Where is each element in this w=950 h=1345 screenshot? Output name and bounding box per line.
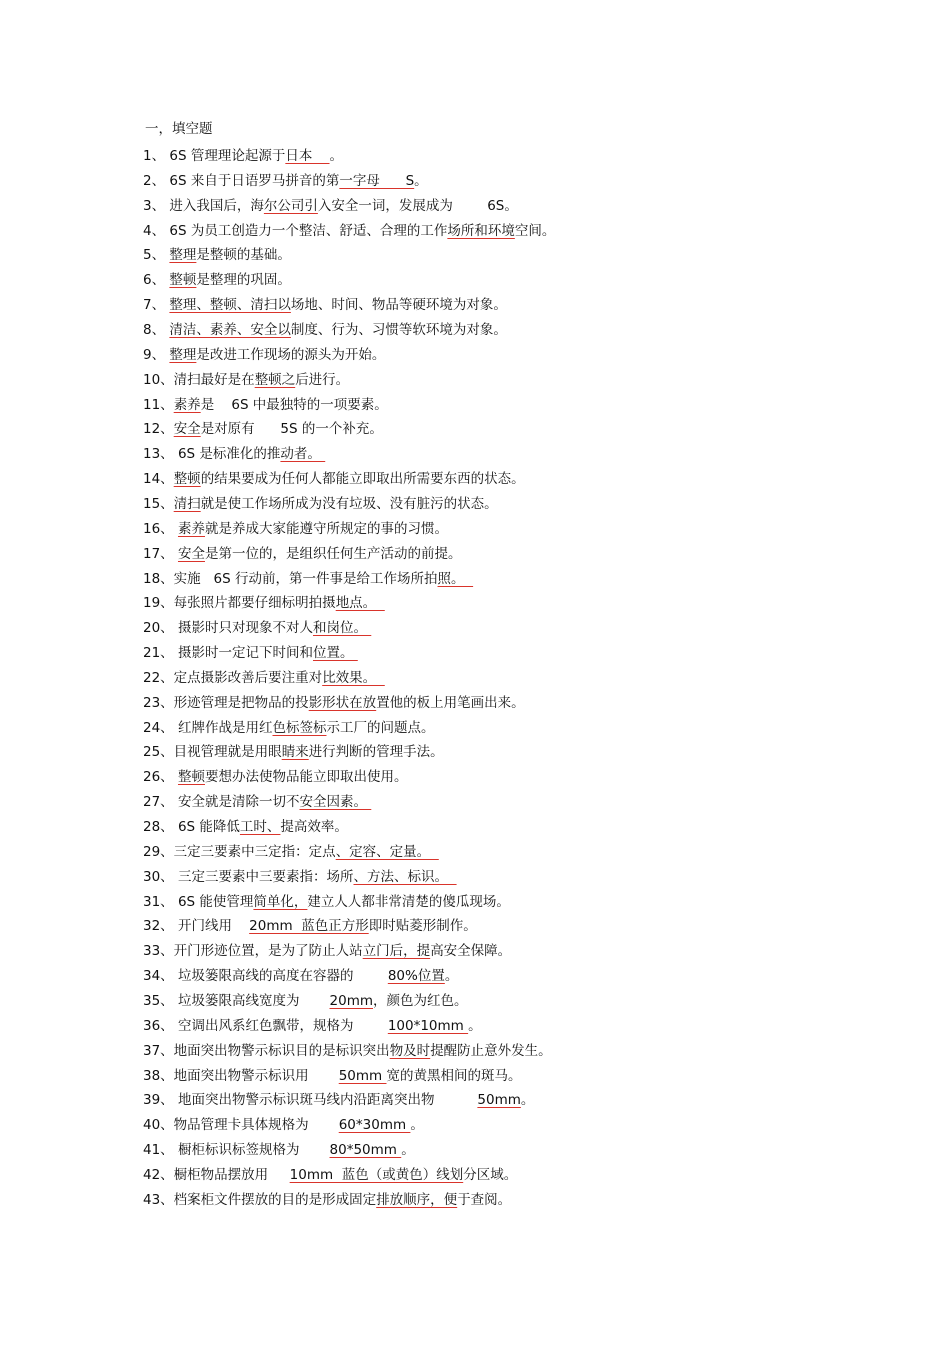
question-suffix: 就是使工作场所成为没有垃圾、没有脏污的状态。	[200, 495, 498, 512]
question-item	[143, 321, 507, 339]
question-prefix: 9、	[143, 346, 170, 363]
question-prefix: 23、形迹管理是把物品的投	[143, 694, 309, 711]
answer-text: 色标签标	[272, 719, 327, 736]
question-prefix: 33、开门形迹位置，是为了防止人站	[143, 943, 363, 960]
question-suffix: 是第一位的，是组织任何生产活动的前提。	[204, 545, 462, 562]
question-item	[143, 371, 349, 389]
answer-text: 睛来	[281, 744, 309, 761]
question-prefix: 40、物品管理卡具体规格为	[143, 1117, 339, 1134]
answer-text: 位置。	[312, 645, 358, 661]
answer-text: 影形状在放	[308, 694, 377, 711]
question-item	[143, 669, 385, 687]
answer-text: 整顿之	[254, 371, 296, 388]
question-suffix: 。	[468, 1017, 482, 1034]
question-suffix: 进行判断的管理手法。	[308, 744, 444, 761]
question-suffix: 场地、时间、物品等硬环境为对象。	[290, 297, 507, 314]
answer-text: 80*50mm	[329, 1142, 402, 1158]
answer-text: 、方法、标识。	[353, 868, 457, 885]
question-suffix: 。	[410, 1117, 424, 1134]
answer-text: 整顿	[169, 272, 197, 289]
question-prefix: 16、	[143, 520, 178, 537]
question-suffix: 提醒防止意外发生。	[430, 1042, 552, 1059]
section-title: 一，填空题	[145, 121, 213, 137]
question-suffix: 。	[444, 968, 459, 985]
answer-text: 安全	[177, 545, 205, 562]
question-suffix: 就是养成大家能遵守所规定的事的习惯。	[204, 520, 448, 537]
answer-text: 60*30mm	[338, 1117, 411, 1134]
answer-text: 尔公司引	[263, 197, 318, 214]
question-item	[143, 719, 434, 737]
question-prefix: 26、	[143, 769, 178, 786]
question-suffix: 是整理的巩固。	[196, 272, 291, 289]
question-item	[143, 768, 407, 786]
question-prefix: 32、 开门线用	[143, 918, 250, 935]
question-suffix: 。	[414, 172, 428, 189]
question-item	[143, 917, 477, 935]
question-prefix: 27、 安全就是清除一切不	[143, 794, 300, 811]
question-item	[143, 271, 291, 289]
answer-text: 简单化，	[253, 893, 308, 910]
question-item	[143, 619, 371, 637]
question-prefix: 7、	[143, 297, 170, 314]
question-prefix: 5、	[143, 247, 170, 264]
question-suffix: 制度、行为、习惯等软环境为对象。	[290, 322, 507, 338]
question-suffix: 是改进工作现场的源头为开始。	[196, 346, 386, 363]
question-prefix: 18、实施 6S 行动前，第一件事是给工作场所拍	[143, 570, 438, 587]
question-item	[143, 1141, 415, 1159]
question-prefix: 11、	[143, 396, 174, 413]
question-suffix: 即时贴菱形制作。	[368, 918, 477, 935]
answer-text: 整理	[169, 346, 197, 363]
question-suffix: 。	[401, 1142, 415, 1158]
answer-text: 、定容、定量。	[335, 843, 439, 860]
question-prefix: 20、 摄影时只对现象不对人	[143, 620, 313, 637]
answer-text: 整顿	[173, 471, 201, 488]
question-item	[143, 843, 439, 861]
question-prefix: 8、	[143, 322, 170, 338]
answer-text: 安全因素。	[299, 794, 372, 811]
answer-text: 照。	[437, 570, 474, 587]
question-prefix: 29、三定三要素中三定指：定点	[143, 843, 336, 860]
answer-text: 20mm	[329, 992, 373, 1009]
answer-text: 10mm 蓝色（或黄色）线划	[289, 1166, 464, 1183]
question-prefix: 10、清扫最好是在	[143, 371, 255, 388]
question-item	[143, 893, 510, 911]
answer-text: 整顿	[177, 769, 205, 786]
question-item	[143, 520, 448, 538]
question-prefix: 25、目视管理就是用眼	[143, 744, 282, 761]
question-prefix: 24、 红牌作战是用红	[143, 719, 273, 736]
question-prefix: 34、 垃圾篓限高线的高度在容器的	[143, 968, 388, 985]
question-prefix: 14、	[143, 471, 174, 488]
question-prefix: 21、 摄影时一定记下时间和	[143, 645, 313, 661]
answer-text: 比效果。	[322, 669, 385, 686]
answer-text: 80%位置	[387, 968, 445, 985]
question-item	[143, 147, 343, 165]
question-suffix: 是整顿的基础。	[196, 247, 291, 264]
question-suffix: 。	[329, 148, 344, 164]
question-item	[143, 222, 555, 240]
question-suffix: 高安全保障。	[430, 943, 512, 960]
question-suffix: 提高效率。	[280, 819, 348, 835]
question-suffix: 分区域。	[463, 1166, 518, 1183]
question-suffix: 的结果要成为任何人都能立即取出所需要东西的状态。	[200, 471, 525, 488]
question-suffix: 是对原有 5S 的一个补充。	[200, 421, 383, 438]
answer-text: 素养	[173, 396, 201, 413]
question-item	[143, 346, 385, 364]
answer-text: 工时、	[239, 819, 281, 835]
question-item	[143, 1091, 534, 1109]
question-suffix: 置他的板上用笔画出来。	[376, 694, 525, 711]
question-prefix: 38、地面突出物警示标识用	[143, 1067, 339, 1084]
question-prefix: 2、 6S 来自于日语罗马拼音的第	[143, 172, 340, 189]
question-item	[143, 594, 385, 612]
question-item	[143, 296, 507, 314]
question-suffix: 示工厂的问题点。	[326, 719, 435, 736]
question-prefix: 13、 6S 是标准化的推	[143, 446, 281, 463]
answer-text: 和岗位。	[312, 620, 372, 637]
question-item	[143, 942, 511, 960]
question-item	[143, 1017, 482, 1035]
answer-text: 日本	[285, 148, 330, 164]
question-item	[143, 396, 388, 414]
answer-text: 整理	[169, 247, 197, 264]
answer-text: 清洁、素养、安全以	[169, 322, 291, 338]
answer-text: 50mm	[338, 1067, 387, 1084]
answer-text: 排放顺序，便	[376, 1191, 458, 1208]
answer-text: 地点。	[335, 595, 385, 612]
question-prefix: 31、 6S 能使管理	[143, 893, 254, 910]
question-item	[143, 420, 383, 438]
question-item	[143, 570, 473, 588]
question-item	[143, 992, 468, 1010]
answer-text: 20mm 蓝色正方形	[249, 918, 369, 935]
question-item	[143, 470, 525, 488]
answer-text: 安全	[173, 421, 201, 438]
question-prefix: 43、档案柜文件摆放的目的是形成固定	[143, 1191, 377, 1208]
question-suffix: 建立人人都非常清楚的傻瓜现场。	[307, 893, 510, 910]
question-item	[143, 818, 348, 836]
question-suffix: 于查阅。	[457, 1191, 512, 1208]
question-prefix: 35、 垃圾篓限高线宽度为	[143, 992, 330, 1009]
question-suffix: 是 6S 中最独特的一项要素。	[200, 396, 388, 413]
question-prefix: 6、	[143, 272, 170, 289]
answer-text: 立门后，提	[362, 943, 431, 960]
question-item	[143, 172, 428, 190]
question-item	[143, 694, 525, 712]
question-item	[143, 1191, 511, 1209]
question-prefix: 37、地面突出物警示标识目的是标识突出	[143, 1042, 390, 1059]
question-prefix: 39、 地面突出物警示标识斑马线内沿距离突出物	[143, 1092, 478, 1109]
question-item	[143, 1042, 552, 1060]
question-prefix: 42、橱柜物品摆放用	[143, 1166, 290, 1183]
question-prefix: 22、定点摄影改善后要注重对	[143, 669, 323, 686]
question-item	[143, 1166, 517, 1184]
question-item	[143, 495, 498, 513]
question-prefix: 17、	[143, 545, 178, 562]
answer-text: 场所和环境	[447, 222, 515, 239]
question-item	[143, 967, 458, 985]
question-prefix: 12、	[143, 421, 174, 438]
answer-text: 清扫	[173, 495, 201, 512]
question-suffix: 空间。	[514, 222, 556, 239]
question-prefix: 3、 进入我国后，海	[143, 197, 264, 214]
question-item	[143, 246, 291, 264]
answer-text: 100*10mm	[387, 1017, 469, 1034]
question-item	[143, 644, 358, 662]
question-item	[143, 868, 457, 886]
answer-text: 整理、整顿、清扫以	[169, 297, 291, 314]
question-item	[143, 793, 371, 811]
answer-text: 动者。	[280, 446, 326, 463]
question-suffix: 后进行。	[295, 371, 350, 388]
question-item	[143, 197, 518, 215]
question-prefix: 30、 三定三要素中三要素指：场所	[143, 868, 354, 885]
question-suffix: 入安全一词，发展成为 6S。	[317, 197, 518, 214]
question-item	[143, 445, 325, 463]
answer-text: 50mm	[477, 1092, 521, 1109]
question-suffix: 要想办法使物品能立即取出使用。	[204, 769, 408, 786]
question-item	[143, 1067, 522, 1085]
question-item	[143, 743, 444, 761]
question-suffix: ，颜色为红色。	[373, 992, 468, 1009]
question-suffix: 宽的黄黑相间的斑马。	[386, 1067, 522, 1084]
question-prefix: 15、	[143, 495, 174, 512]
question-prefix: 4、 6S 为员工创造力一个整洁、舒适、合理的工作	[143, 222, 448, 239]
answer-text: 一字母 S	[339, 172, 415, 189]
question-prefix: 28、 6S 能降低	[143, 819, 240, 835]
question-prefix: 19、每张照片都要仔细标明拍摄	[143, 595, 336, 612]
question-prefix: 1、 6S 管理理论起源于	[143, 148, 286, 164]
question-suffix: 。	[520, 1092, 535, 1109]
question-prefix: 41、 橱柜标识标签规格为	[143, 1142, 330, 1158]
question-item	[143, 545, 461, 563]
answer-text: 素养	[177, 520, 205, 537]
answer-text: 物及时	[389, 1042, 431, 1059]
question-item	[143, 1116, 424, 1134]
question-prefix: 36、 空调出风系红色飘带，规格为	[143, 1017, 388, 1034]
